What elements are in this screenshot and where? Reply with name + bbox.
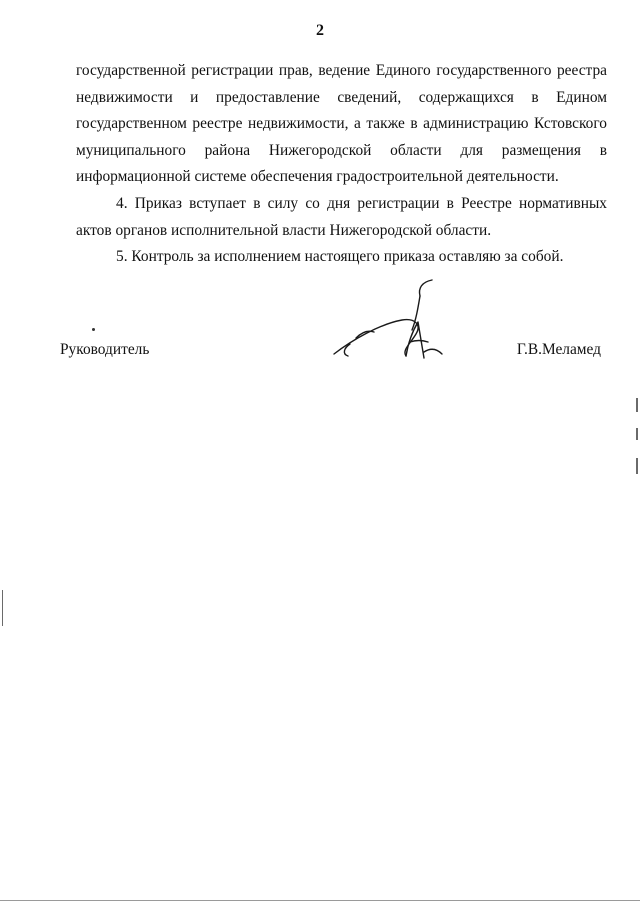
scan-dot <box>92 328 95 331</box>
scan-edge-mark <box>636 428 638 440</box>
scan-bottom-edge <box>0 900 640 901</box>
paragraph-item-4: 4. Приказ вступает в силу со дня регистрации в Реестре нормативных актов органов исполнительной власти Нижегородской области. <box>76 194 607 239</box>
document-body <box>76 58 607 271</box>
paragraph-item-5: 5. Контроль за исполнением настоящего приказа оставляю за собой. <box>116 248 564 266</box>
signature-row <box>60 341 601 365</box>
signer-name: Г.В.Меламед <box>516 341 601 358</box>
scan-edge-mark <box>636 398 638 412</box>
scan-edge-mark <box>2 590 3 626</box>
signer-position: Руководитель <box>60 341 150 358</box>
page-number: 2 <box>316 22 324 39</box>
scan-edge-mark <box>636 458 638 474</box>
paragraph-continuation: государственной регистрации прав, ведение Единого государственного реестра недвижимости и предоставление сведений, содержащихся в Едином государственном реестре недвижимости, а также в администрацию Кстовского муниципального района Нижегородской области для размещения в информационной системе обеспечения градостроительной деятельности. <box>76 62 607 186</box>
